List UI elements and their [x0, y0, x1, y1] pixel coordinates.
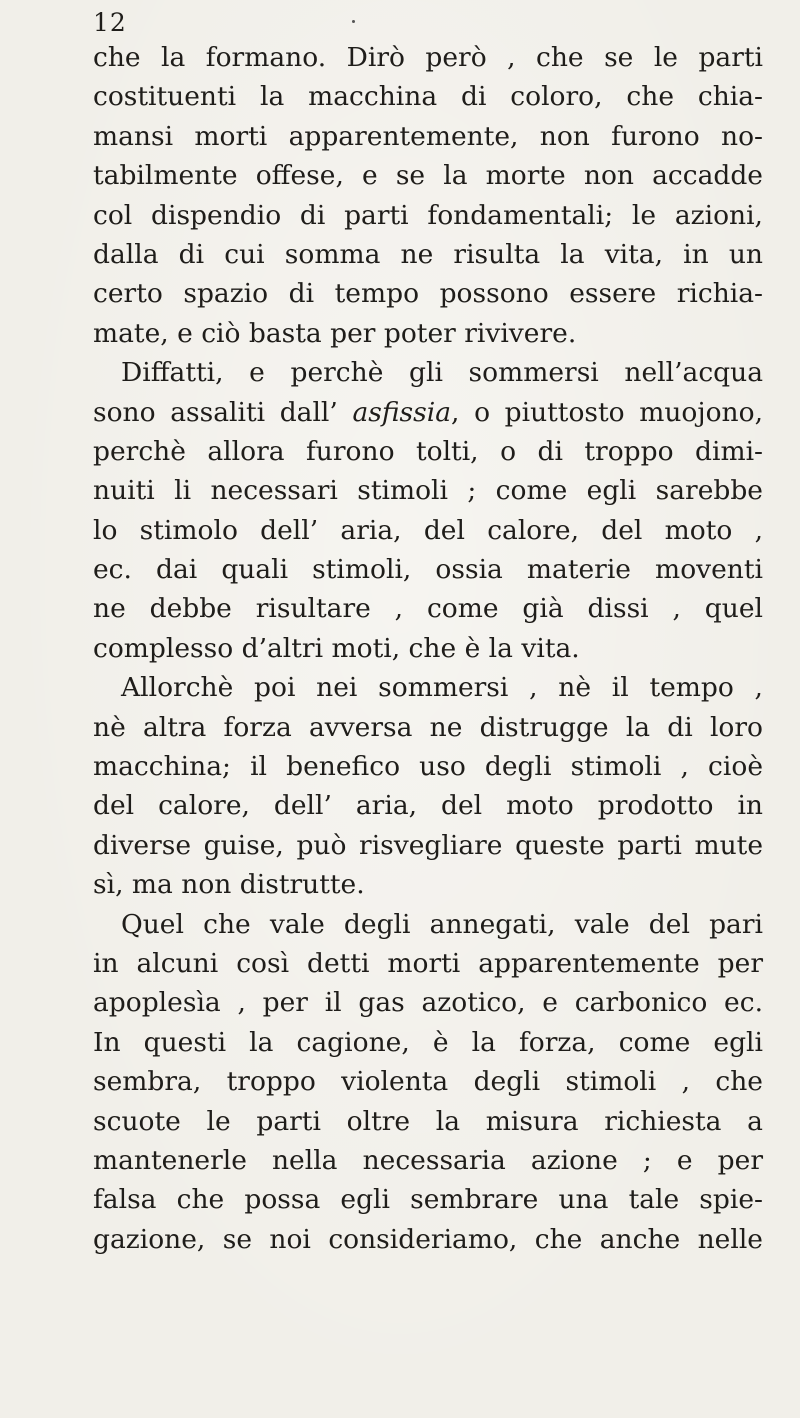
page-number: 12	[93, 8, 127, 37]
text-line: perchè allora furono tolti, o di troppo dimi-	[93, 435, 763, 467]
paragraph-start: Allorchè poi nei sommersi , nè il tempo ,	[121, 672, 763, 704]
text-segment: , o piuttosto muojono,	[451, 396, 763, 428]
text-line: apoplesìa , per il gas azotico, e carbonico ec.	[93, 987, 763, 1019]
text-line: macchina; il benefico uso degli stimoli , cioè	[93, 751, 763, 783]
italic-term: asfissia	[352, 396, 452, 428]
text-line: ne debbe risultare , come già dissi , quel	[93, 593, 763, 625]
text-line: complesso d’altri moti, che è la vita.	[93, 632, 580, 664]
text-line: sì, ma non distrutte.	[93, 869, 365, 901]
text-line: nè altra forza avversa ne distrugge la di loro	[93, 711, 763, 743]
text-line: sembra, troppo violenta degli stimoli , che	[93, 1066, 763, 1098]
text-line: mate, e ciò basta per poter rivivere.	[93, 317, 577, 349]
text-line: costituenti la macchina di coloro, che chia-	[93, 81, 763, 113]
text-line: mantenerle nella necessaria azione ; e per	[93, 1144, 763, 1176]
text-line: dalla di cui somma ne risulta la vita, in un	[93, 238, 763, 270]
text-line: del calore, dell’ aria, del moto prodotto in	[93, 790, 763, 822]
paragraph-start: Quel che vale degli annegati, vale del pari	[121, 908, 763, 940]
text-line: tabilmente offese, e se la morte non accadde	[93, 160, 763, 192]
text-line: in alcuni così detti morti apparentemente per	[93, 947, 763, 979]
text-line: gazione, se noi consideriamo, che anche nelle	[93, 1223, 763, 1255]
text-segment: sono assaliti dall’	[93, 396, 353, 428]
text-line: che la formano. Dirò però , che se le parti	[93, 42, 763, 73]
text-line: diverse guise, può risvegliare queste parti mute	[93, 829, 763, 861]
text-line: ec. dai quali stimoli, ossia materie moventi	[93, 554, 763, 586]
text-line	[93, 393, 763, 432]
text-line: In questi la cagione, è la forza, come egli	[93, 1026, 763, 1058]
paragraph-start: Diffatti, e perchè gli sommersi nell’acqua	[121, 357, 763, 389]
text-line: falsa che possa egli sembrare una tale spie-	[93, 1184, 763, 1216]
body-text	[93, 38, 763, 1259]
text-line: certo spazio di tempo possono essere richia-	[93, 278, 763, 310]
text-line: nuiti li necessari stimoli ; come egli sarebbe	[93, 475, 763, 507]
ink-speck	[352, 20, 355, 23]
text-line: mansi morti apparentemente, non furono no-	[93, 120, 763, 152]
text-line: col dispendio di parti fondamentali; le azioni,	[93, 199, 763, 231]
text-line: scuote le parti oltre la misura richiesta a	[93, 1105, 763, 1137]
text-line: lo stimolo dell’ aria, del calore, del moto ,	[93, 514, 763, 546]
